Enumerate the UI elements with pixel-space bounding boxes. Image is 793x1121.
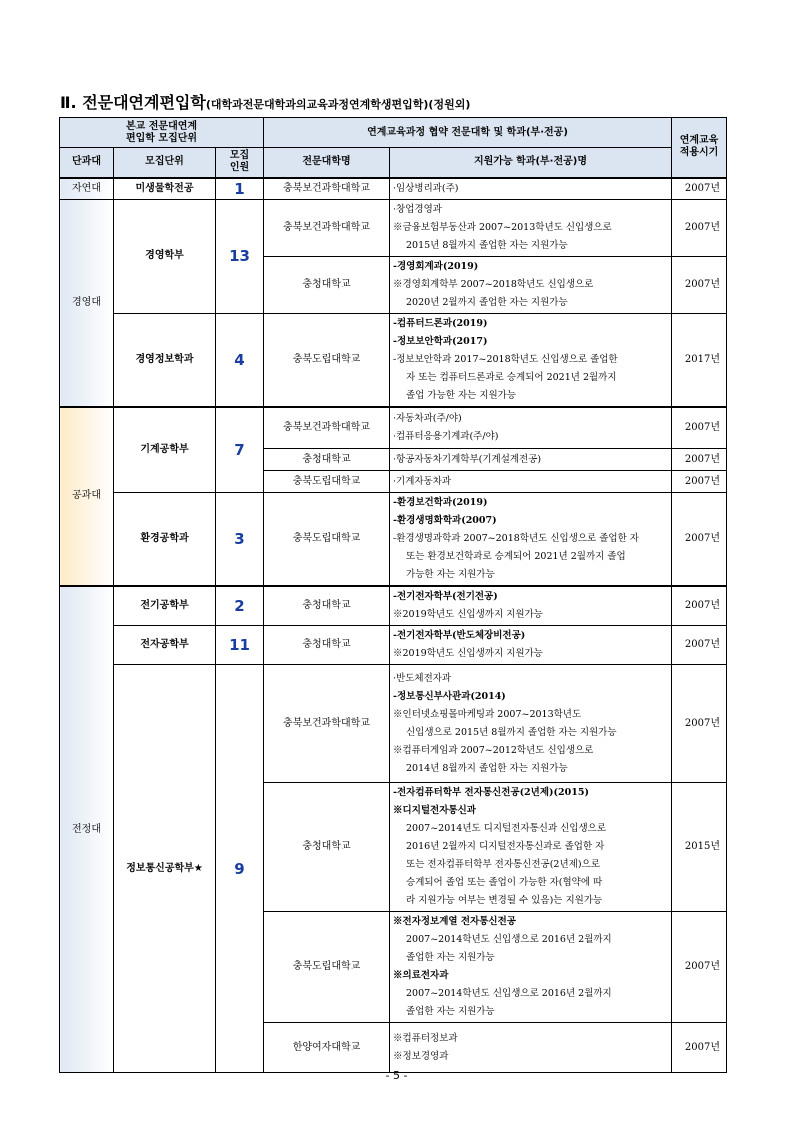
major-line: ·임상병리과(주)	[393, 182, 459, 194]
major-line: 2015년 8월까지 졸업한 자는 지원가능	[406, 239, 568, 251]
header-apply-period: 연계교육 적용시기	[672, 118, 727, 178]
year-cell: 2007년	[672, 178, 727, 200]
quota-cell: 2	[216, 586, 264, 626]
header-unit-group: 본교 전문대연계 편입학 모집단위	[60, 118, 264, 148]
majors-cell	[390, 178, 672, 200]
header-college: 단과대	[60, 148, 114, 178]
majors-cell	[390, 493, 672, 587]
major-line: 또는 환경보건학과로 승계되어 2021년 2월까지 졸업	[406, 551, 626, 562]
majors-cell	[390, 586, 672, 626]
major-line: ※금융보험부동산과 2007~2013학년도 신입생으로	[393, 221, 612, 233]
major-line: ※경영회계학부 2007~2018학년도 신입생으로	[393, 278, 594, 290]
unit-cell: 기계공학부	[114, 407, 216, 493]
header-partner-group: 연계교육과정 협약 전문대학 및 학과(부·전공)	[264, 118, 672, 148]
year-cell: 2007년	[672, 199, 727, 256]
major-line: ·반도체전자과	[393, 672, 452, 684]
major-line: -정보보안학과(2017)	[393, 335, 488, 347]
year-cell: 2007년	[672, 407, 727, 449]
year-cell: 2007년	[672, 626, 727, 665]
major-line: ※2019학년도 신입생까지 지원가능	[393, 609, 543, 620]
quota-cell: 13	[216, 199, 264, 313]
unit-cell: 정보통신공학부★	[114, 665, 216, 1073]
year-cell: 2007년	[672, 1023, 727, 1073]
majors-cell	[390, 449, 672, 471]
major-line: 2016년 2월까지 디지털전자통신과로 졸업한 자	[406, 841, 605, 852]
major-line: ·창업경영과	[393, 203, 442, 215]
header-majors: 지원가능 학과(부·전공)명	[390, 148, 672, 178]
quota-cell: 11	[216, 626, 264, 665]
majors-cell	[390, 407, 672, 449]
major-line: 졸업 가능한 자는 지원가능	[406, 389, 517, 401]
school-cell: 충북보건과학대학교	[264, 178, 390, 200]
majors-cell	[390, 313, 672, 407]
college-cell: 공과대	[60, 407, 114, 587]
major-line: ·자동차과(주/야)	[393, 412, 462, 424]
major-line: 라 지원가능 여부는 변경될 수 있음)는 지원가능	[406, 895, 603, 906]
major-line: 졸업한 자는 지원가능	[406, 952, 495, 963]
school-cell: 충북도립대학교	[264, 313, 390, 407]
header-quota: 모집 인원	[216, 148, 264, 178]
majors-cell	[390, 912, 672, 1023]
major-line: ※컴퓨터정보과	[393, 1032, 458, 1044]
major-line: ·기계자동차과	[393, 475, 452, 487]
header-school: 전문대학명	[264, 148, 390, 178]
major-line: 졸업한 자는 지원가능	[406, 1006, 495, 1017]
school-cell: 충청대학교	[264, 626, 390, 665]
major-line: 가능한 자는 지원가능	[406, 569, 495, 580]
major-line: ※전자정보계열 전자통신전공	[393, 916, 516, 927]
major-line: -환경생명과학과 2007~2018학년도 신입생으로 졸업한 자	[393, 533, 639, 544]
majors-cell	[390, 665, 672, 783]
section-title: Ⅱ. 전문대연계편입학	[60, 93, 206, 112]
unit-cell: 전자공학부	[114, 626, 216, 665]
year-cell: 2007년	[672, 665, 727, 783]
unit-cell: 경영학부	[114, 199, 216, 313]
major-line: -정보보안학과 2017~2018학년도 신입생으로 졸업한	[393, 353, 618, 365]
school-cell: 충북도립대학교	[264, 471, 390, 493]
major-line: ※2019학년도 신입생까지 지원가능	[393, 648, 543, 659]
major-line: 2007~2014년도 디지털전자통신과 신입생으로	[406, 823, 607, 834]
school-cell: 충북도립대학교	[264, 493, 390, 587]
quota-cell: 9	[216, 665, 264, 1073]
year-cell: 2007년	[672, 256, 727, 313]
header-unit: 모집단위	[114, 148, 216, 178]
majors-cell	[390, 256, 672, 313]
major-line: ※의료전자과	[393, 970, 449, 981]
major-line: 승계되어 졸업 또는 졸업이 가능한 자(협약에 따	[406, 877, 603, 888]
major-line: ※컴퓨터게임과 2007~2012학년도 신입생으로	[393, 744, 594, 756]
major-line: ※디지털전자통신과	[393, 805, 476, 816]
major-line: -전기전자학부(반도체장비전공)	[393, 630, 526, 641]
section-heading	[60, 90, 470, 113]
major-line: ※인터넷쇼핑몰마케팅과 2007~2013학년도	[393, 708, 582, 720]
school-cell: 충북보건과학대학교	[264, 407, 390, 449]
quota-cell: 1	[216, 178, 264, 200]
quota-cell: 3	[216, 493, 264, 587]
major-line: 2007~2014학년도 신입생으로 2016년 2월까지	[406, 934, 612, 945]
year-cell: 2007년	[672, 449, 727, 471]
school-cell: 충북보건과학대학교	[264, 665, 390, 783]
school-cell: 충청대학교	[264, 586, 390, 626]
unit-cell: 미생물학전공	[114, 178, 216, 200]
college-cell: 전정대	[60, 586, 114, 1073]
majors-cell	[390, 783, 672, 912]
school-cell: 한양여자대학교	[264, 1023, 390, 1073]
majors-cell	[390, 1023, 672, 1073]
section-subtitle: (대학과전문대학과의교육과정연계학생편입학)(정원외)	[205, 98, 471, 111]
major-line: -컴퓨터드론과(2019)	[393, 317, 488, 329]
college-cell: 경영대	[60, 199, 114, 407]
major-line: -전기전자학부(전기전공)	[393, 591, 498, 602]
majors-cell	[390, 626, 672, 665]
year-cell: 2015년	[672, 783, 727, 912]
year-cell: 2017년	[672, 313, 727, 407]
school-cell: 충북보건과학대학교	[264, 199, 390, 256]
major-line: 또는 전자컴퓨터학부 전자통신전공(2년제)으로	[406, 859, 600, 870]
year-cell: 2007년	[672, 493, 727, 587]
major-line: -경영회계과(2019)	[393, 260, 479, 272]
major-line: 신입생으로 2015년 8월까지 졸업한 자는 지원가능	[406, 726, 617, 738]
unit-cell: 경영정보학과	[114, 313, 216, 407]
school-cell: 충청대학교	[264, 449, 390, 471]
majors-cell	[390, 471, 672, 493]
college-cell: 자연대	[60, 178, 114, 200]
unit-cell: 환경공학과	[114, 493, 216, 587]
school-cell: 충청대학교	[264, 783, 390, 912]
school-cell: 충북도립대학교	[264, 912, 390, 1023]
major-line: 2020년 2월까지 졸업한 자는 지원가능	[406, 296, 568, 308]
major-line: ※정보경영과	[393, 1050, 449, 1062]
majors-cell	[390, 199, 672, 256]
major-line: 2014년 8월까지 졸업한 자는 지원가능	[406, 762, 568, 774]
quota-cell: 4	[216, 313, 264, 407]
major-line: -전자컴퓨터학부 전자통신전공(2년제)(2015)	[393, 787, 589, 798]
major-line: -환경보건학과(2019)	[393, 497, 488, 508]
page-number: - 5 -	[385, 1069, 408, 1082]
major-line: 2007~2014학년도 신입생으로 2016년 2월까지	[406, 988, 612, 999]
major-line: -환경생명화학과(2007)	[393, 515, 497, 526]
major-line: ·항공자동차기계학부(기계설계전공)	[393, 453, 542, 465]
transfer-admission-table	[59, 117, 727, 1073]
school-cell: 충청대학교	[264, 256, 390, 313]
major-line: ·컴퓨터응용기계과(주/야)	[393, 430, 499, 442]
year-cell: 2007년	[672, 586, 727, 626]
year-cell: 2007년	[672, 912, 727, 1023]
unit-cell: 전기공학부	[114, 586, 216, 626]
quota-cell: 7	[216, 407, 264, 493]
major-line: 자 또는 컴퓨터드론과로 승계되어 2021년 2월까지	[406, 371, 617, 383]
major-line: -정보통신부사관과(2014)	[393, 690, 506, 702]
year-cell: 2007년	[672, 471, 727, 493]
